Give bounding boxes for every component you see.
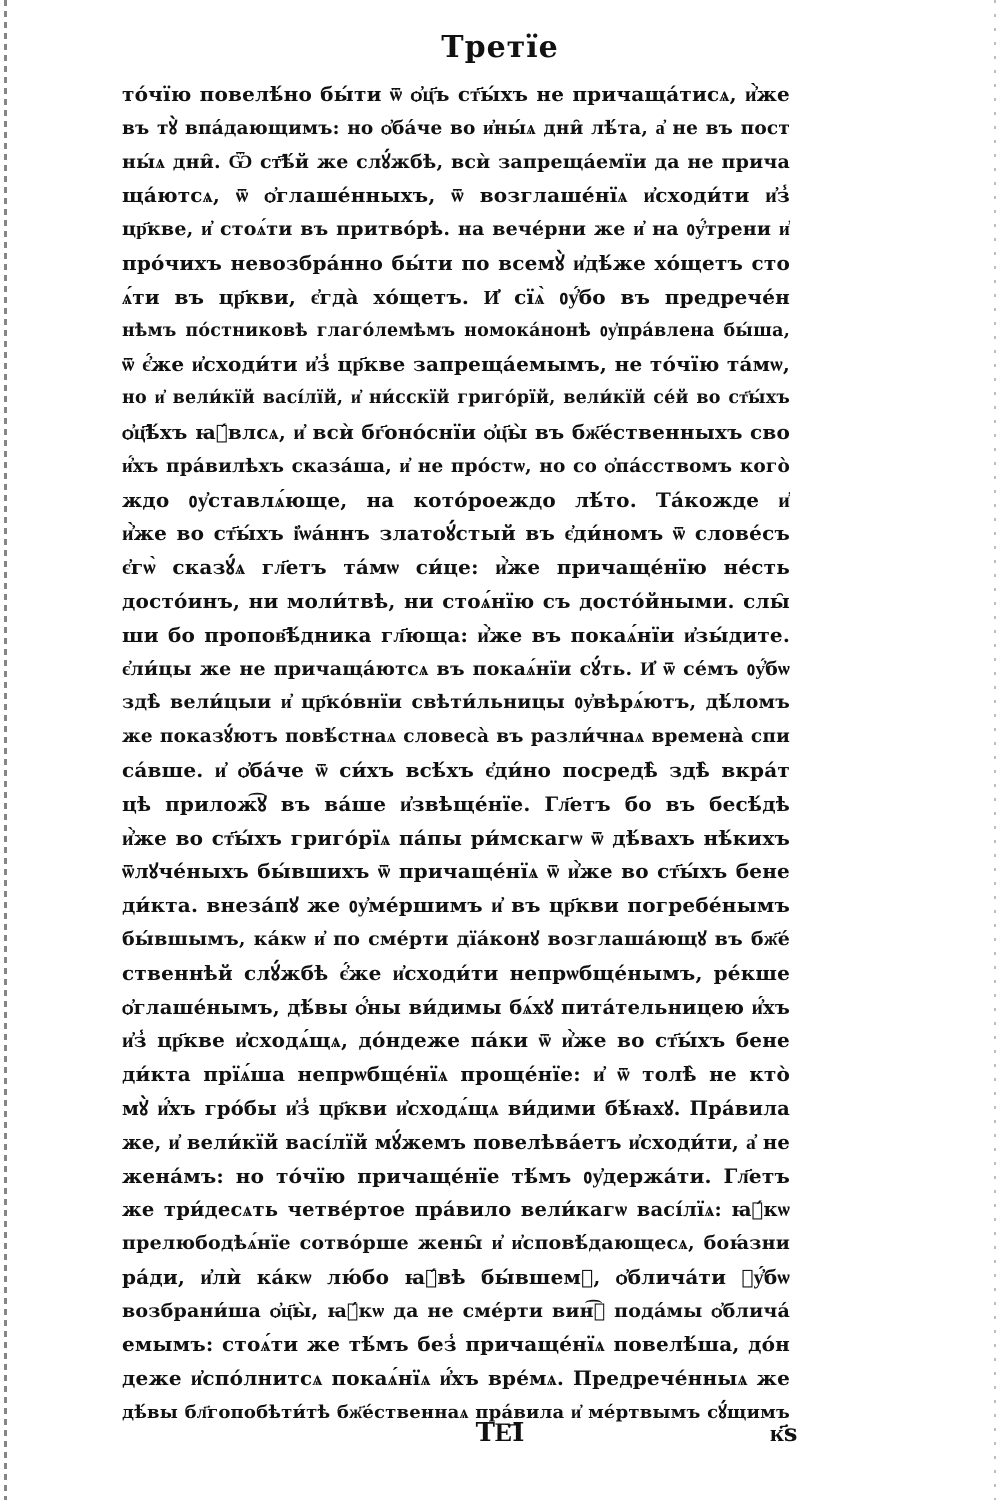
text-line: цр҃кве, и҆ стоѧ́ти въ притво́рѣ. на вече́рни же и҆ на ᲂу҆́трени и҆: [122, 218, 790, 241]
text-line: є҆гѡ̀ сказꙋ́ѧ гл҃етъ та́мѡ си́це: и҆̀же причаще́нїю не́сть: [122, 555, 790, 580]
text-line: же показꙋ́ютъ повѣ́стнаѧ словеса̀ въ разли́чнаѧ времена̀ спи: [122, 726, 790, 748]
text-line: про́чихъ невозбра́нно бы́ти по всемꙋ̀ и҆дѣ́же хо́щетъ сто: [122, 250, 790, 275]
text-line: же три́десѧть четве́ртое пра́вило вели́кагѡ васі́лїѧ: ꙗ҆́кѡ: [122, 1198, 790, 1222]
text-line: ди́кта прїѧ́ша непрѡбще́нїѧ проще́нїе: и҆ ѿ толѣ̀ не кто̀: [122, 1062, 790, 1087]
text-line: деже и҆спо́лнитсѧ покаѧ́нїѧ и҆́хъ вре́мѧ. Предрече́нныѧ же: [122, 1366, 790, 1391]
text-line: и҆з̾ цр҃кве и҆сходѧ́щѧ, до́ндеже па́ки ѿ и҆̀же во ст҃ы́хъ бене: [122, 1028, 790, 1053]
text-line: цѣ прилож͡ꙋ въ ва́ше и҆звѣще́нїе. Гл҃етъ бо въ бесѣ́дѣ: [122, 791, 790, 816]
text-line: досто́инъ, ни моли́твѣ, ни стоѧ́нїю съ досто́йными. слы̑: [122, 588, 790, 613]
text-line: ди́кта. внеза́пꙋ же ᲂу҆ме́ршимъ и҆ въ цр҃кви погребе́нымъ: [122, 893, 790, 918]
text-line: же, и҆ вели́кїй васі́лїй мꙋ́жемъ повелѣва́етъ и҆сходи́ти, а҆ не: [122, 1130, 790, 1154]
signature-mark: ТЕ҃І: [475, 1418, 525, 1448]
text-line: є҆ли́цы же не причаща́ютсѧ въ покаѧ́нїи сꙋ́ть. И҆ ѿ се́мъ ᲂу҆́бѡ: [122, 657, 790, 680]
text-line: са́вше. и҆ ѻ҆ба́че ѿ си́хъ всѣ́хъ є҆ди́но посредѣ̀ здѣ̀ вкра́т: [122, 757, 790, 782]
scan-edge-right: [994, 0, 996, 1500]
text-line: но и҆ вели́кїй васі́лїй, и҆ ни́сскїй григо́рїй, вели́кїй се́й во ст҃ы́хъ: [122, 388, 790, 409]
text-line: жена́мъ: но то́чїю причаще́нїе тѣ́мъ ᲂу҆держа́ти. Гл҃етъ: [122, 1163, 790, 1188]
text-line: и҆̀же во ст҃ы́хъ і҆ѡа́ннъ златоꙋ́стый въ є҆ди́номъ ѿ слове́съ: [122, 521, 790, 546]
text-line: бы́вшымъ, ка́кѡ и҆ по сме́рти дїа́конꙋ возглаша́ющꙋ въ бж҃е́: [122, 927, 790, 950]
text-line: то́чїю повелѣ́но бы́ти ѿ ѻ҆ц҃ъ ст҃ы́хъ не причаща́тисѧ, и҆̀же: [122, 82, 790, 106]
text-line: ѻ҆глаше́нымъ, дѣ́вы ѻ҆́ны ви́димы бѧ́хꙋ пита́тельницею и҆́хъ: [122, 995, 790, 1019]
body-text: [122, 78, 790, 1430]
text-line: нѣмъ по́стниковѣ глаго́лемѣмъ номока́нонѣ ᲂу҆пра́влена бы́ша,: [122, 320, 790, 341]
text-line: и҆́хъ пра́вилѣхъ сказа́ша, и҆ не про́стѡ, но со ѻ҆па́сствомъ кого̀: [122, 455, 790, 477]
running-title: Третїе: [441, 30, 559, 65]
text-line: ѻ҆ц҃ѣ́хъ ꙗ҆́влсѧ, и҆ всѝ бг҃оно́снїи ѻ҆ц҃ы̀ въ бж҃е́ственныхъ сво: [122, 419, 790, 444]
text-line: дѣ́вы бл҃гопобѣти́тѣ бж҃е́ственнаѧ пра́вила и҆ ме́ртвымъ сꙋ́щимъ: [122, 1402, 790, 1424]
text-line: въ тꙋ̀ впа́дающимъ: но ѻ҆ба́че во и҆ны́ѧ дни̑ лѣ́та, а҆ не въ пост: [122, 117, 790, 139]
text-line: ственнѣй слꙋ́жбѣ є҆́же и҆сходи́ти непрѡбще́нымъ, ре́кше: [122, 960, 790, 985]
text-line: ра́ди, и҆лѝ ка́кѡ лю́бо ꙗ҆́вѣ бы́вшемꙋ, ѻ҆блича́ти ᲂу҆́бѡ: [122, 1264, 790, 1289]
text-line: ны́ѧ дни̑. Ѿ ст҃ѣ́й же слꙋ́жбѣ, всѝ запреща́емїи да не прича: [122, 150, 790, 173]
text-line: здѣ̀ вели́цыи и҆ цр҃ко́внїи свѣти́льницы ᲂу҆вѣрѧ́ютъ, дѣ́ломъ: [122, 691, 790, 714]
text-line: емымъ: стоѧ́ти же тѣ́мъ без̾ причаще́нїѧ повелѣ́ша, до́н: [122, 1332, 790, 1357]
text-line: ща́ютсѧ, ѿ ѻ҆глаше́нныхъ, ѿ возглаше́нїѧ и҆сходи́ти и҆з̾: [122, 183, 790, 208]
text-line: и҆̀же во ст҃ы́хъ григо́рїѧ па́пы ри́мскагѡ ѿ дѣ́вахъ нѣ́кихъ: [122, 825, 790, 850]
scan-edge-left: [4, 0, 7, 1500]
text-line: ждо ᲂу҆ставлѧ́юще, на кото́роеждо лѣ́то. Та́кожде и҆: [122, 487, 790, 512]
text-line: ѿлꙋче́ныхъ бы́вшихъ ѿ причаще́нїѧ ѿ и҆̀же во ст҃ы́хъ бене: [122, 859, 790, 884]
text-line: ѿ є҆́же и҆сходи́ти и҆з̾ цр҃кве запреща́емымъ, не то́чїю та́мѡ,: [122, 352, 790, 377]
text-line: ѧ́ти въ цр҃кви, є҆гда̀ хо́щетъ. И҆ сїѧ̀ ᲂу҆́бо въ предрече́н: [122, 284, 790, 309]
text-line: возбрани́ша ѻ҆ц҃ы̀, ꙗ҆́кѡ да не сме́рти вин͡ꙋ пода́мы ѻ҆блича́: [122, 1299, 790, 1322]
text-line: мꙋ̀ и҆́хъ гро́бы и҆з̾ цр҃кви и҆сходѧ́щѧ ви́дими бѣ́ꙗхꙋ. Пра́вила: [122, 1096, 790, 1120]
text-line: прелюбодѣѧ́нїе сотво́рше жены̑ и҆ и҆сповѣ́дающесѧ, боꙗ́зни: [122, 1232, 790, 1255]
folio-number: к҃ѕ: [770, 1418, 798, 1447]
text-line: ши бо пропов҃ѣ́дника гл҃юща: и҆̀же въ покаѧ́нїи и҆зы́дите.: [122, 622, 790, 647]
